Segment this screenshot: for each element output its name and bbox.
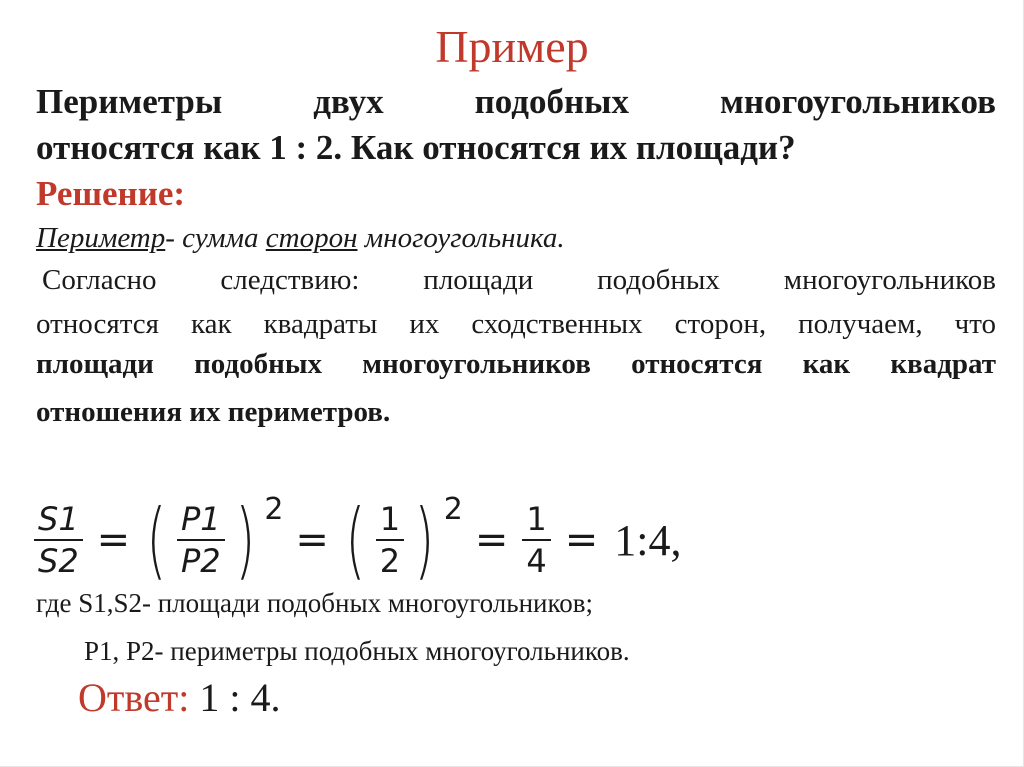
perimeter-fraction [177, 499, 225, 581]
quarter-numerator: 1 [526, 500, 547, 538]
half-numerator: 1 [379, 500, 401, 538]
corollary-line1: Согласно следствию: площади подобных многоугольников [42, 264, 996, 296]
exponent: 2 [264, 492, 284, 527]
perimeter-denominator: P2 [180, 542, 221, 580]
left-paren: ( [146, 491, 167, 589]
equals-sign: = [564, 517, 599, 563]
perimeter-ratio-squared [140, 491, 284, 589]
right-paren: ) [235, 491, 255, 589]
quarter-fraction [522, 499, 550, 581]
definition [36, 222, 565, 255]
definition-text1: - сумма [165, 222, 266, 254]
answer [78, 674, 281, 721]
definition-text2: многоугольника. [357, 222, 565, 254]
half-squared [339, 491, 463, 589]
area-denominator: S2 [38, 542, 79, 580]
quarter-denominator: 4 [526, 542, 547, 580]
conclusion-line2: отношения их периметров. [36, 396, 391, 428]
equals-sign: = [295, 517, 329, 563]
half-denominator: 2 [379, 542, 401, 580]
area-numerator: S1 [38, 500, 79, 538]
definition-term2: сторон [265, 222, 358, 254]
equals-sign: = [474, 517, 509, 563]
formula-result: 1:4, [614, 515, 682, 565]
area-fraction [34, 499, 83, 581]
legend-areas: где S1,S2- площади подобных многоугольников; [36, 588, 593, 618]
problem-text-line1: Периметры двух подобных многоугольников [36, 82, 996, 121]
slide-title: Пример [435, 21, 589, 72]
problem-text-line2: относятся как 1 : 2. Как относятся их площади? [36, 128, 796, 167]
legend-perimeters: P1, P2- периметры подобных многоугольников. [84, 636, 630, 666]
answer-value: 1 : 4. [189, 675, 281, 720]
left-paren: ( [345, 491, 366, 589]
conclusion-line1: площади подобных многоугольников относятся как квадрат [36, 348, 996, 380]
definition-term: Периметр [36, 222, 166, 254]
equals-sign: = [96, 517, 131, 563]
area-ratio-formula [30, 490, 681, 590]
answer-label: Ответ: [78, 675, 190, 720]
corollary-line2: относятся как квадраты их сходственных сторон, получаем, что [36, 308, 996, 340]
right-paren: ) [414, 491, 435, 589]
half-fraction [376, 499, 404, 581]
exponent: 2 [443, 492, 463, 527]
solution-label: Решение: [36, 174, 186, 213]
perimeter-numerator: P1 [180, 500, 221, 538]
